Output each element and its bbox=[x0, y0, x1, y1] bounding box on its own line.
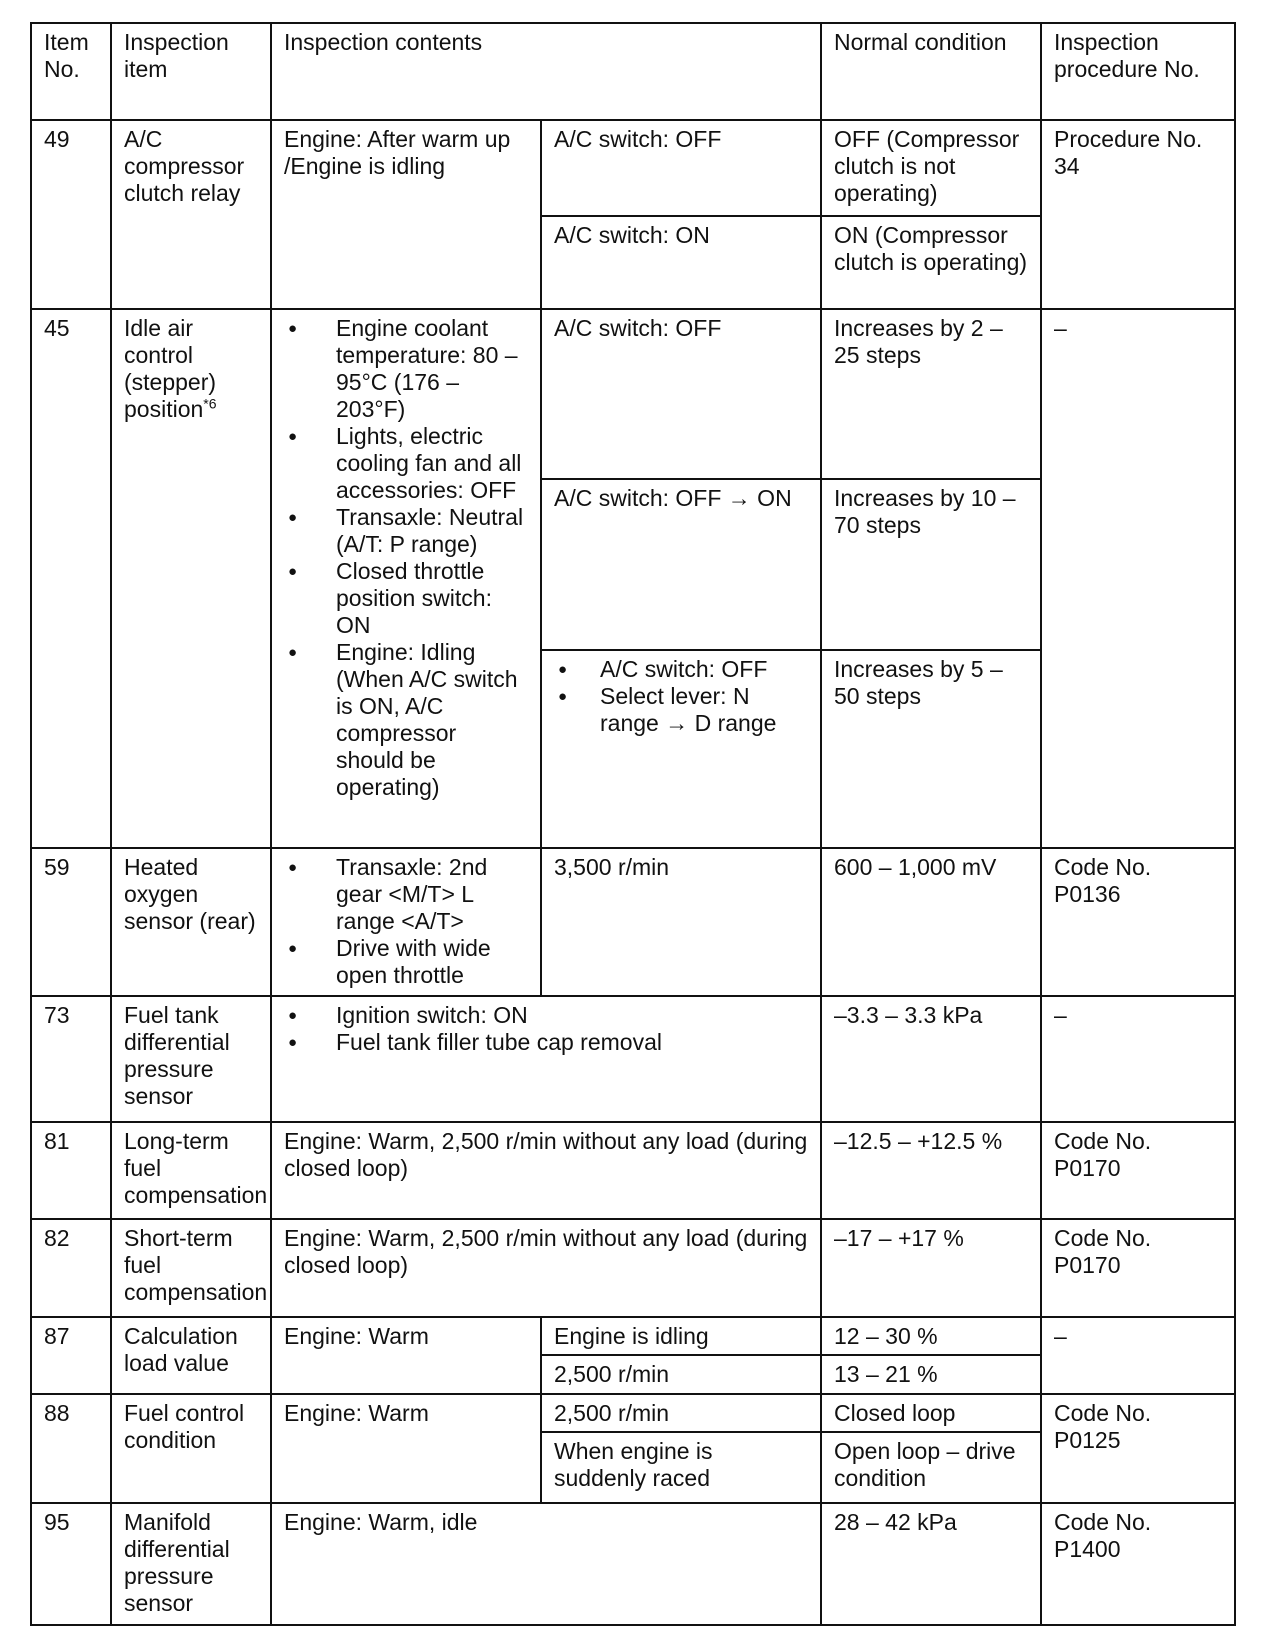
inspection-contents: Engine: Warm, 2,500 r/min without any load (during closed loop) bbox=[271, 1219, 821, 1316]
bullet-item: ● Closed throttle position switch: ON bbox=[284, 558, 530, 639]
bullet-item: ● Fuel tank filler tube cap removal bbox=[284, 1029, 810, 1056]
item-no: 49 bbox=[31, 120, 111, 309]
condition-cell: When engine is suddenly raced bbox=[541, 1432, 821, 1503]
bullet-item: ● Transaxle: 2nd gear <M/T> L range <A/T> bbox=[284, 854, 530, 935]
normal-condition: –17 – +17 % bbox=[821, 1219, 1041, 1316]
footnote-mark: *6 bbox=[203, 395, 217, 412]
normal-condition: –12.5 – +12.5 % bbox=[821, 1122, 1041, 1219]
header-row bbox=[31, 23, 1235, 120]
procedure-no: Code No. P0136 bbox=[1041, 848, 1235, 996]
normal-condition: Increases by 10 – 70 steps bbox=[821, 479, 1041, 649]
inspection-item: A/C compressor clutch relay bbox=[111, 120, 271, 309]
normal-condition: Open loop – drive condition bbox=[821, 1432, 1041, 1503]
bullet-item: ● A/C switch: OFF bbox=[554, 656, 810, 683]
table-row bbox=[31, 1317, 1235, 1356]
normal-condition: Increases by 2 – 25 steps bbox=[821, 309, 1041, 479]
inspection-item: Long-term fuel compensation bbox=[111, 1122, 271, 1219]
procedure-no: Code No. P0170 bbox=[1041, 1219, 1235, 1316]
normal-condition: 12 – 30 % bbox=[821, 1317, 1041, 1356]
inspection-item bbox=[111, 309, 271, 848]
condition-cell: 3,500 r/min bbox=[541, 848, 821, 996]
condition-cell bbox=[541, 650, 821, 849]
bullet-item: ● Ignition switch: ON bbox=[284, 1002, 810, 1029]
item-no: 45 bbox=[31, 309, 111, 848]
header-item-no: Item No. bbox=[31, 23, 111, 120]
normal-condition: 600 – 1,000 mV bbox=[821, 848, 1041, 996]
table-row bbox=[31, 120, 1235, 215]
procedure-no: Code No. P0170 bbox=[1041, 1122, 1235, 1219]
bullet-item: ● Lights, electric cooling fan and all accessories: OFF bbox=[284, 423, 530, 504]
bullet-item: ● Engine: Idling (When A/C switch is ON, A/C compressor should be operating) bbox=[284, 639, 530, 801]
inspection-contents bbox=[271, 996, 821, 1122]
item-no: 73 bbox=[31, 996, 111, 1122]
inspection-contents: Engine: Warm, idle bbox=[271, 1503, 821, 1625]
condition-cell: A/C switch: OFF bbox=[541, 309, 821, 479]
header-inspection-contents: Inspection contents bbox=[271, 23, 821, 120]
normal-condition: 13 – 21 % bbox=[821, 1355, 1041, 1394]
header-inspection-item: Inspection item bbox=[111, 23, 271, 120]
normal-condition: Increases by 5 – 50 steps bbox=[821, 650, 1041, 849]
item-no: 81 bbox=[31, 1122, 111, 1219]
table-row bbox=[31, 1122, 1235, 1219]
table-row bbox=[31, 1394, 1235, 1433]
condition-cell: A/C switch: OFF → ON bbox=[541, 479, 821, 649]
inspection-item: Calculation load value bbox=[111, 1317, 271, 1394]
procedure-no: Code No. P1400 bbox=[1041, 1503, 1235, 1625]
bullet-item: ● Select lever: N range → D range bbox=[554, 683, 810, 737]
table-row bbox=[31, 1503, 1235, 1625]
bullet-item: ● Transaxle: Neutral (A/T: P range) bbox=[284, 504, 530, 558]
normal-condition: –3.3 – 3.3 kPa bbox=[821, 996, 1041, 1122]
table-row bbox=[31, 1219, 1235, 1316]
procedure-no: – bbox=[1041, 1317, 1235, 1394]
bullet-item: ● Engine coolant temperature: 80 – 95°C (176 – 203°F) bbox=[284, 315, 530, 423]
item-no: 88 bbox=[31, 1394, 111, 1503]
inspection-contents: Engine: Warm, 2,500 r/min without any load (during closed loop) bbox=[271, 1122, 821, 1219]
condition-cell: A/C switch: ON bbox=[541, 216, 821, 309]
bullet-item: ● Drive with wide open throttle bbox=[284, 935, 530, 989]
header-procedure-no: Inspection procedure No. bbox=[1041, 23, 1235, 120]
normal-condition: 28 – 42 kPa bbox=[821, 1503, 1041, 1625]
procedure-no: Code No. P0125 bbox=[1041, 1394, 1235, 1503]
inspection-item: Heated oxygen sensor (rear) bbox=[111, 848, 271, 996]
table-row bbox=[31, 996, 1235, 1122]
inspection-contents: Engine: Warm bbox=[271, 1317, 541, 1394]
table-row bbox=[31, 309, 1235, 479]
item-no: 59 bbox=[31, 848, 111, 996]
header-normal-condition: Normal condition bbox=[821, 23, 1041, 120]
condition-cell: Engine is idling bbox=[541, 1317, 821, 1356]
item-no: 87 bbox=[31, 1317, 111, 1394]
condition-cell: A/C switch: OFF bbox=[541, 120, 821, 215]
procedure-no: – bbox=[1041, 309, 1235, 848]
normal-condition: OFF (Compressor clutch is not operating) bbox=[821, 120, 1041, 215]
item-text: Idle air control (stepper) position bbox=[124, 314, 217, 422]
normal-condition: ON (Compressor clutch is operating) bbox=[821, 216, 1041, 309]
inspection-contents bbox=[271, 309, 541, 848]
condition-cell: 2,500 r/min bbox=[541, 1355, 821, 1394]
condition-cell: 2,500 r/min bbox=[541, 1394, 821, 1433]
procedure-no: – bbox=[1041, 996, 1235, 1122]
item-no: 95 bbox=[31, 1503, 111, 1625]
item-no: 82 bbox=[31, 1219, 111, 1316]
inspection-table bbox=[30, 22, 1236, 1626]
inspection-contents bbox=[271, 848, 541, 996]
inspection-item: Short-term fuel compensation bbox=[111, 1219, 271, 1316]
table-row bbox=[31, 848, 1235, 996]
normal-condition: Closed loop bbox=[821, 1394, 1041, 1433]
procedure-no: Procedure No. 34 bbox=[1041, 120, 1235, 309]
inspection-item: Fuel tank differential pressure sensor bbox=[111, 996, 271, 1122]
inspection-item: Manifold differential pressure sensor bbox=[111, 1503, 271, 1625]
inspection-contents: Engine: After warm up /Engine is idling bbox=[271, 120, 541, 309]
inspection-contents: Engine: Warm bbox=[271, 1394, 541, 1503]
inspection-item: Fuel control condition bbox=[111, 1394, 271, 1503]
